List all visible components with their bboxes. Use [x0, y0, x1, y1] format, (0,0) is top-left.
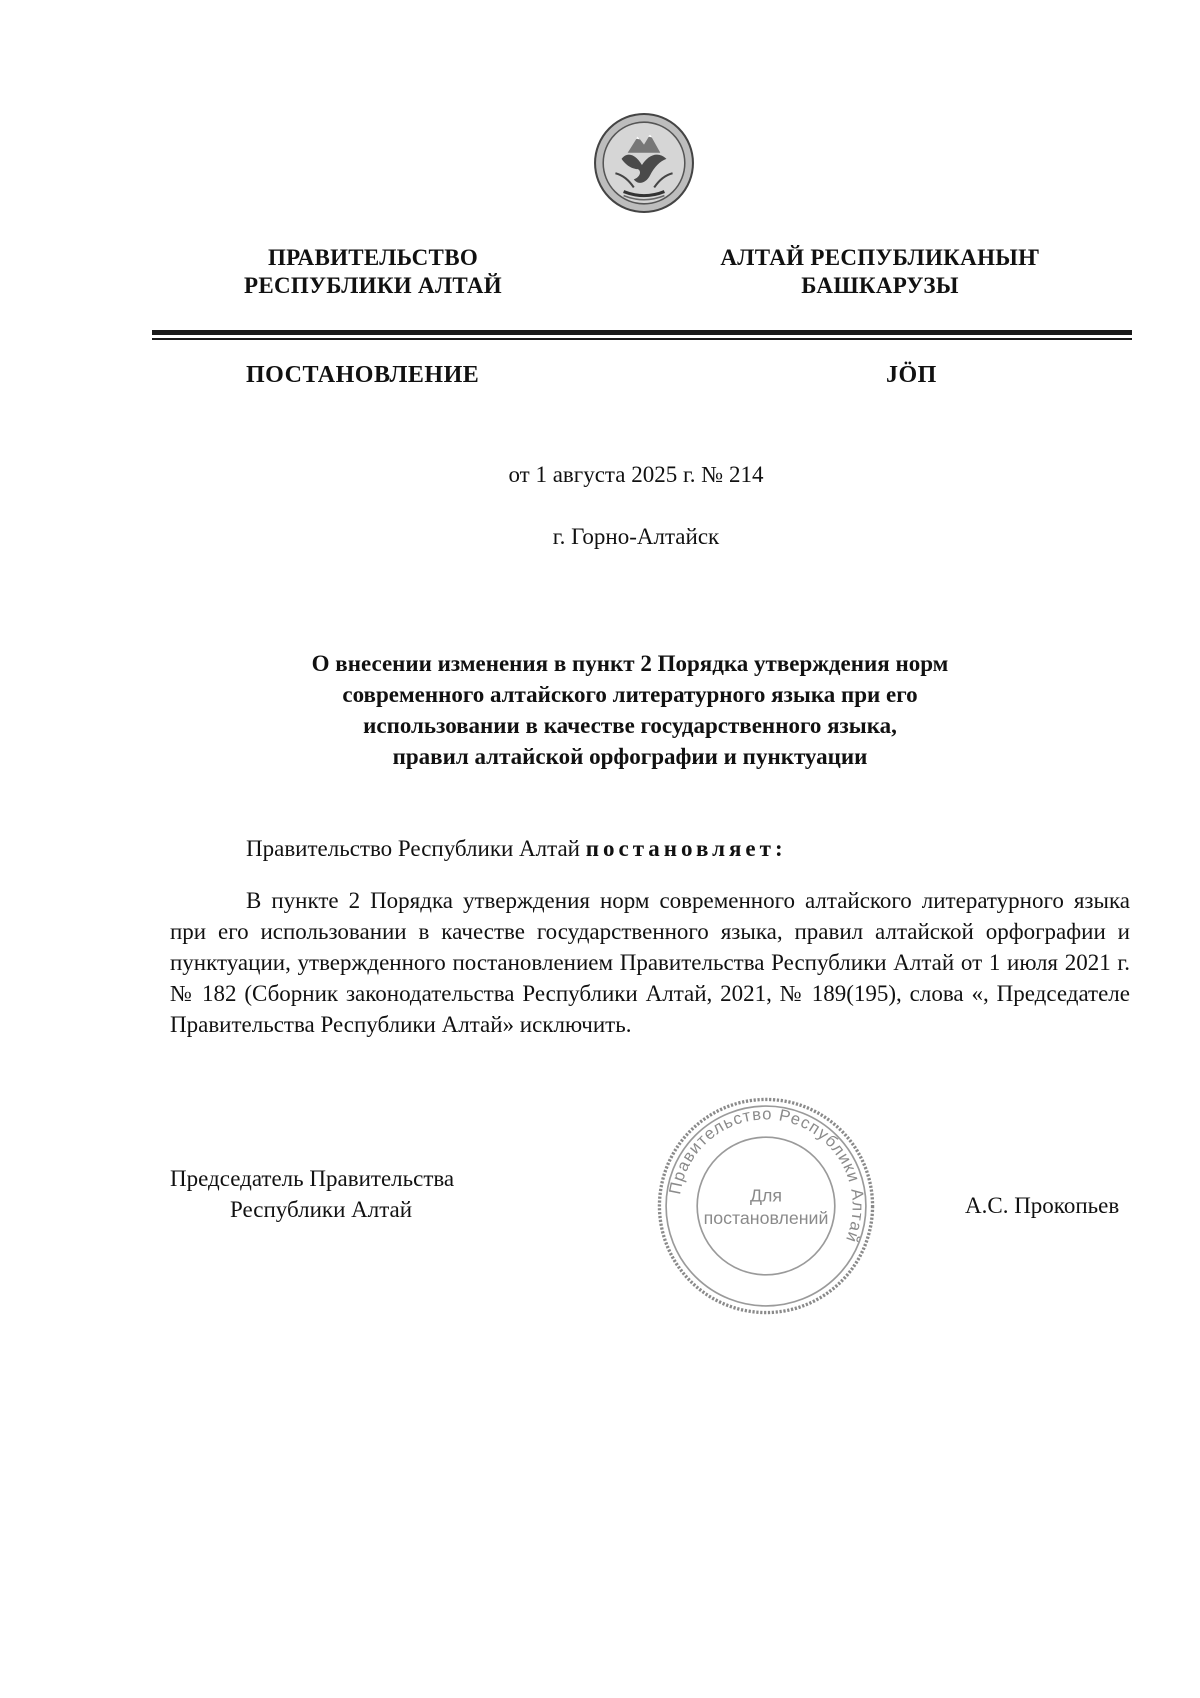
org-name-russian: [193, 244, 553, 300]
stamp-ring-text: Правительство Республики Алтай: [665, 1104, 868, 1246]
header-divider-thin: [152, 338, 1132, 340]
doc-type-russian: ПОСТАНОВЛЕНИЕ: [246, 362, 480, 388]
title-line: О внесении изменения в пункт 2 Порядка утверждения норм: [311, 651, 949, 676]
preamble: [246, 836, 787, 862]
coat-of-arms-icon: [593, 112, 695, 214]
preamble-emphasis: постановляет:: [585, 836, 787, 861]
body-paragraph: В пункте 2 Порядка утверждения норм современного алтайского литературного языка при его использовании в качестве государственного языка, правил алтайской орфографии и пунктуации, утвержденного постановлением Правительства Республики Алтай от 1 июля 2021 г. № 182 (Сборник законодательства Республики Алтай, 2021, № 189(195), слова «, Председателе Правительства Республики Алтай» исключить.: [170, 888, 1130, 1037]
title-line: правил алтайской орфографии и пунктуации: [392, 744, 868, 769]
header-divider-thick: [152, 330, 1132, 335]
document-title: [300, 648, 960, 772]
title-line: современного алтайского литературного языка при его: [342, 682, 918, 707]
signatory-position-line: Председатель Правительства: [170, 1166, 455, 1191]
signatory-name: А.С. Прокопьев: [965, 1193, 1120, 1218]
title-line: использовании в качестве государственного языка,: [363, 713, 897, 738]
org-name-line: БАШКАРУЗЫ: [801, 273, 959, 298]
document-date-number: от 1 августа 2025 г. № 214: [508, 462, 764, 487]
org-name-altai: [700, 244, 1060, 300]
official-stamp: [655, 1095, 877, 1317]
org-name-line: АЛТАЙ РЕСПУБЛИКАНЫҤ: [720, 245, 1040, 270]
signatory-position-line: Республики Алтай: [230, 1197, 413, 1222]
org-name-line: РЕСПУБЛИКИ АЛТАЙ: [244, 273, 502, 298]
org-name-line: ПРАВИТЕЛЬСТВО: [267, 245, 479, 270]
preamble-text: Правительство Республики Алтай: [246, 836, 580, 861]
stamp-center-line: постановлений: [703, 1207, 829, 1228]
stamp-center-line: Для: [750, 1185, 782, 1206]
signatory-position: [170, 1163, 454, 1225]
document-city: г. Горно-Алтайск: [552, 524, 720, 549]
doc-type-altai: ЈӦП: [886, 362, 937, 388]
